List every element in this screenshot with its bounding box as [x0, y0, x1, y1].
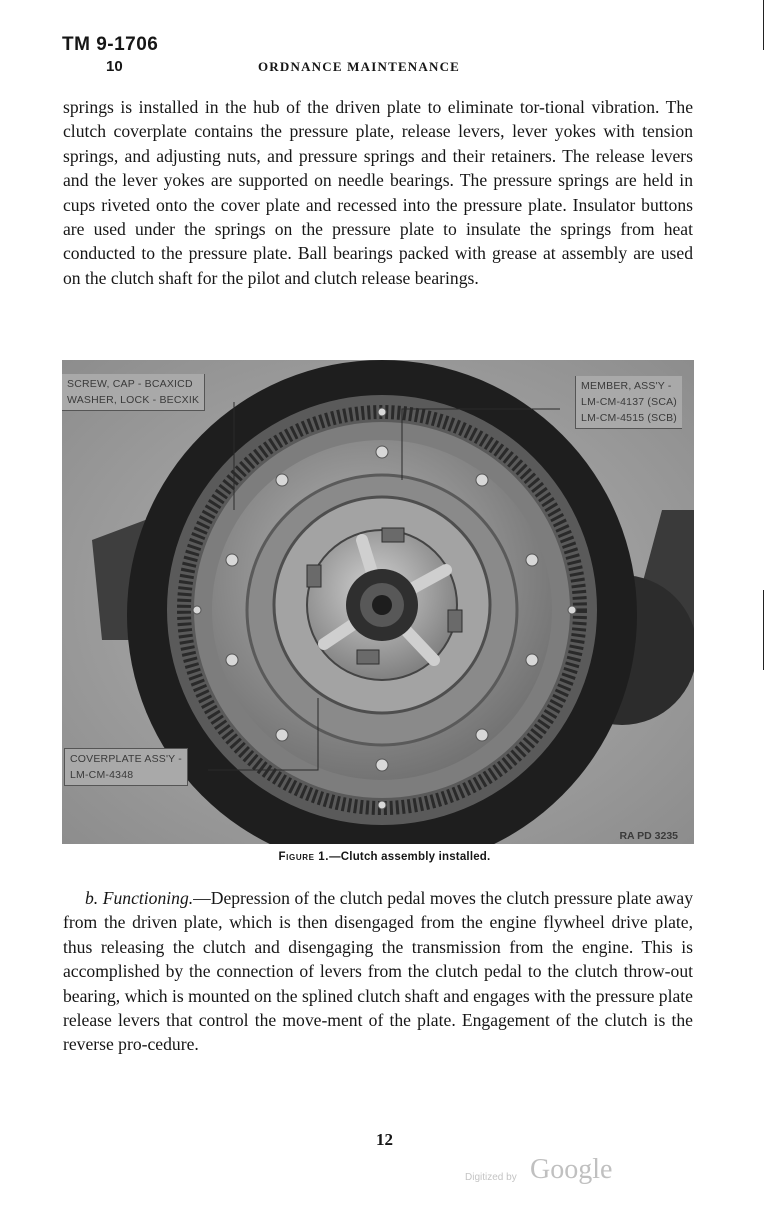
label-coverplate-part: LM-CM-4348 [70, 769, 134, 781]
scan-edge-mark [763, 0, 765, 50]
label-member [575, 376, 682, 429]
paragraph-functioning [63, 886, 693, 1057]
label-coverplate [64, 748, 188, 786]
functioning-text: —Depression of the clutch pedal moves the clutch pressure plate away from the driven plate, which is then disengaged from the engine flywheel drive plate, thus releasing the clutch and disengaging the transmission from the engine. This is accomplished by the connection of levers from the clutch pedal to the clutch throw-out bearing, which is mounted on the splined clutch shaft and engages with the pressure plate release levers that control the move-ment of the plate. Engagement of the clutch is the reverse pro-cedure. [63, 888, 693, 1055]
caption-text: —Clutch assembly installed. [329, 851, 491, 863]
paragraph-intro: springs is installed in the hub of the driven plate to eliminate tor-tional vibration. The clutch coverplate contains the pressure plate, release levers, lever yokes with tension springs, and adjusting nuts, and pressure springs and their retainers. The release levers and the lever yokes are supported on needle bearings. The pressure springs are held in cups riveted onto the cover plate and recessed into the pressure plate. Insulator buttons are used under the springs on the pressure plate to insulate the springs from heat conducted to the pressure plate. Ball bearings packed with grease at assembly are used on the clutch shaft for the pilot and clutch release bearings. [63, 97, 693, 288]
functioning-label: b. Functioning. [85, 888, 194, 908]
digitized-by: Digitized by [465, 1172, 517, 1183]
tm-number: TM 9-1706 [62, 34, 159, 55]
google-watermark: Google [530, 1154, 613, 1185]
clutch-assembly-photo [62, 360, 694, 844]
scan-edge-mark [763, 590, 765, 670]
header-page-number: 10 [106, 58, 123, 75]
label-screw-washer [62, 374, 205, 411]
label-member-scb: LM-CM-4515 (SCB) [581, 412, 677, 424]
caption-figure-number: Figure 1. [278, 851, 330, 863]
label-washer: WASHER, LOCK - BECXIK [67, 394, 200, 406]
label-coverplate-title: COVERPLATE ASS'Y - [70, 753, 183, 765]
label-member-title: MEMBER, ASS'Y - [581, 380, 672, 392]
label-screw: SCREW, CAP - BCAXICD [67, 378, 193, 390]
header-title: ORDNANCE MAINTENANCE [258, 59, 461, 74]
figure-caption [0, 851, 769, 863]
label-member-sca: LM-CM-4137 (SCA) [581, 396, 677, 408]
page-number: 12 [376, 1130, 393, 1149]
ra-code: RA PD 3235 [619, 830, 678, 842]
